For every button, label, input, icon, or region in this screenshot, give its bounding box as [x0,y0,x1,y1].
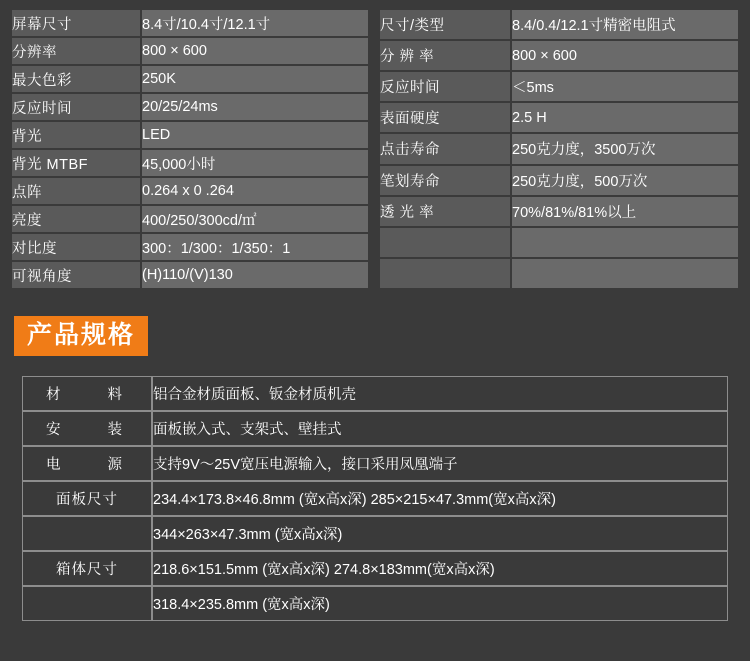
product-spec-table [22,376,728,621]
spec-label: 点阵 [12,178,140,204]
table-row [380,197,738,226]
product-value: 344×263×47.3mm (宽x高x深) [152,516,728,551]
display-spec-table [10,8,370,290]
spec-label: 对比度 [12,234,140,260]
spec-label: 亮度 [12,206,140,232]
product-value: 318.4×235.8mm (宽x高x深) [152,586,728,621]
spec-label: 表面硬度 [380,103,510,132]
spec-label: 分辨率 [12,38,140,64]
spec-value: LED [142,122,368,148]
table-row [380,259,738,288]
table-row [380,72,738,101]
table-row [22,481,728,516]
spec-value: 45,000小时 [142,150,368,176]
product-label: 面板尺寸 [22,481,152,516]
table-row [380,228,738,257]
product-label-continuation [22,516,152,551]
product-value: 面板嵌入式、支架式、壁挂式 [152,411,728,446]
product-value: 234.4×173.8×46.8mm (宽x高x深) 285×215×47.3mm(宽x高x深) [152,481,728,516]
spec-value-empty [512,228,738,257]
table-row [22,411,728,446]
spec-label: 屏幕尺寸 [12,10,140,36]
touch-spec-body [380,10,738,288]
spec-value: 70%/81%/81%以上 [512,197,738,226]
spec-value: 250克力度，500万次 [512,166,738,195]
spec-value-empty [512,259,738,288]
spec-label-empty [380,259,510,288]
spec-value: 300：1/300：1/350：1 [142,234,368,260]
spec-value: 250克力度，3500万次 [512,134,738,163]
spec-label: 点击寿命 [380,134,510,163]
product-label: 安 装 [22,411,152,446]
table-row [22,376,728,411]
product-label-continuation [22,586,152,621]
display-spec-body [12,10,368,288]
touch-spec-table [378,8,740,290]
table-row [12,206,368,232]
spec-label: 尺寸/类型 [380,10,510,39]
table-row [380,41,738,70]
table-row [12,262,368,288]
table-row [12,178,368,204]
table-row [12,10,368,36]
spec-value: 800 × 600 [512,41,738,70]
product-spec-area [0,356,750,621]
spec-label: 最大色彩 [12,66,140,92]
spec-value: 2.5 H [512,103,738,132]
spec-value: 0.264 x 0 .264 [142,178,368,204]
spec-label: 分 辨 率 [380,41,510,70]
table-row [380,103,738,132]
table-row [22,586,728,621]
product-label: 电 源 [22,446,152,481]
spec-value: 20/25/24ms [142,94,368,120]
table-row [22,516,728,551]
spec-value: ＜5ms [512,72,738,101]
spec-value: 8.4/0.4/12.1寸精密电阻式 [512,10,738,39]
table-row [22,551,728,586]
product-label: 材 料 [22,376,152,411]
table-row [12,234,368,260]
table-row [380,166,738,195]
table-row [12,150,368,176]
spec-value: 8.4寸/10.4寸/12.1寸 [142,10,368,36]
table-row [12,66,368,92]
spec-value: 800 × 600 [142,38,368,64]
spec-value: (H)110/(V)130 [142,262,368,288]
table-row [12,38,368,64]
spec-label-empty [380,228,510,257]
spec-value: 250K [142,66,368,92]
product-label: 箱体尺寸 [22,551,152,586]
table-row [12,94,368,120]
table-row [380,134,738,163]
table-row [22,446,728,481]
spec-label: 反应时间 [12,94,140,120]
spec-label: 笔划寿命 [380,166,510,195]
page-title: 产品规格 [14,316,148,356]
section-heading-wrap [0,290,750,356]
top-spec-area [0,0,750,290]
spec-value: 400/250/300cd/㎡ [142,206,368,232]
spec-label: 背光 [12,122,140,148]
product-value: 218.6×151.5mm (宽x高x深) 274.8×183mm(宽x高x深) [152,551,728,586]
spec-label: 反应时间 [380,72,510,101]
table-row [12,122,368,148]
table-row [380,10,738,39]
product-value: 铝合金材质面板、钣金材质机壳 [152,376,728,411]
spec-label: 可视角度 [12,262,140,288]
product-value: 支持9V～25V宽压电源输入，接口采用凤凰端子 [152,446,728,481]
spec-label: 透 光 率 [380,197,510,226]
product-spec-body [22,376,728,621]
spec-label: 背光 MTBF [12,150,140,176]
